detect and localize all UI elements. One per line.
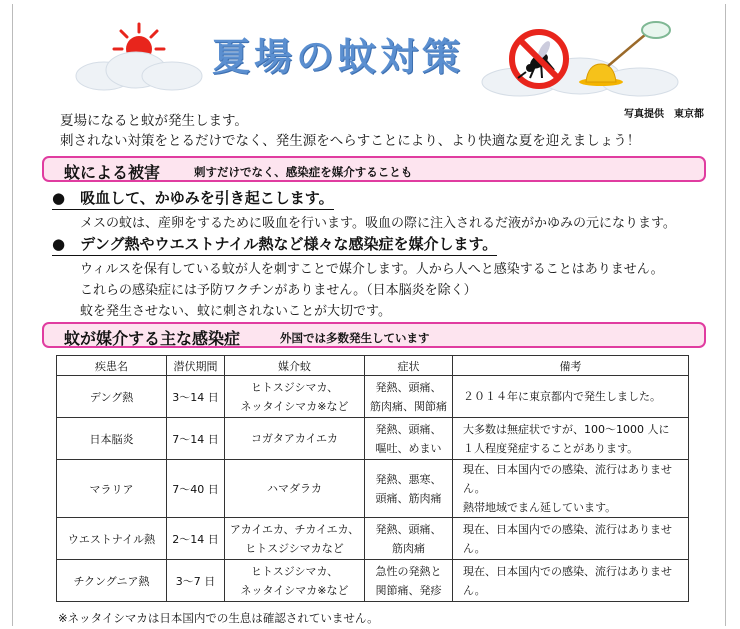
header-vector: 媒介蚊 [225,356,365,376]
cell-notes [453,560,689,602]
cell-vector-line: ヒトスジシマカ、 [250,380,339,394]
cell-incubation: 3〜7 日 [167,560,225,602]
cell-vector [225,518,365,560]
cell-symptoms-line: 発熱、悪寒、 [375,472,442,486]
header-notes: 備考 [453,356,689,376]
bullet-text: 蚊を発生させない、蚊に刺されないことが大切です。 [80,304,391,319]
cell-symptoms-line: 発熱、頭痛、 [375,522,442,536]
disease-table [56,355,689,602]
section-subheading: 外国では多数発生しています [280,331,430,345]
cell-symptoms [365,518,453,560]
cell-notes [453,460,689,518]
bullet-text: ウィルスを保有している蚊が人を刺すことで媒介します。人から人へと感染することはありません。 [80,262,664,277]
cell-symptoms [365,560,453,602]
cell-disease-name: ウエストナイル熱 [57,518,167,560]
no-mosquito-icon [508,28,570,90]
table-row [57,376,689,418]
cell-symptoms [365,376,453,418]
cell-notes-line: ２０１４年に東京都内で発生しました。 [463,390,661,403]
cell-notes-line: １人程度発症することがあります。 [463,441,639,455]
cell-symptoms-line: 筋肉痛、関節痛 [370,399,447,413]
cell-disease-name: マラリア [57,460,167,518]
cell-vector-line: コガタアカイエカ [250,432,339,445]
cell-vector-line: ヒトスジシマカなど [245,541,344,555]
section-band-damage [42,156,706,182]
header-incubation: 潜伏期間 [167,356,225,376]
cell-symptoms-line: 発熱、頭痛、 [375,380,442,394]
section-subheading: 刺すだけでなく、感染症を媒介することも [194,165,413,179]
header-disease: 疾患名 [57,356,167,376]
cell-vector [225,418,365,460]
cell-incubation: 2〜14 日 [167,518,225,560]
bullet-heading-itch: ● 吸血して、かゆみを引き起こします。 [52,187,334,210]
cell-notes-line: 現在、日本国内での感染、流行はありません。 [463,463,672,495]
cell-notes-line: 熱帯地域でまん延しています。 [463,501,617,514]
intro-line-1: 夏場になると蚊が発生します。 [60,113,248,129]
cell-notes-line: 大多数は無症状ですが、100〜1000 人に [463,422,670,436]
cell-notes-line: 現在、日本国内での感染、流行はありません。 [463,564,672,597]
table-body [57,376,689,602]
cell-notes [453,518,689,560]
cell-notes-line: 現在、日本国内での感染、流行はありません。 [463,522,672,555]
bullet-text: これらの感染症には予防ワクチンがありません。（日本脳炎を除く） [80,283,477,298]
photo-credit: 写真提供 東京都 [624,109,704,120]
footnote: ※ネッタイシマカは日本国内での生息は確認されていません。 [58,611,379,625]
bullet-heading-disease: ● デング熱やウエストナイル熱など様々な感染症を媒介します。 [52,233,497,256]
cell-vector-line: ヒトスジシマカ、 [250,564,339,578]
cell-incubation: 3〜14 日 [167,376,225,418]
cell-symptoms-line: 発熱、頭痛、 [375,422,442,436]
section-heading: 蚊が媒介する主な感染症 [64,329,241,348]
cell-vector-line: アカイエカ、チカイエカ、 [229,522,360,536]
cell-vector-line: ハマダラカ [267,482,322,495]
table-row [57,460,689,518]
insect-net-icon [606,20,672,68]
table-row [57,418,689,460]
cell-disease-name: 日本脳炎 [57,418,167,460]
cell-symptoms [365,460,453,518]
cell-symptoms-line: 頭痛、筋肉痛 [375,491,442,505]
table-header-row [57,356,689,376]
cell-vector [225,376,365,418]
cell-symptoms-line: 関節痛、発疹 [375,583,442,597]
cell-disease-name: デング熱 [57,376,167,418]
page-title: 夏場の蚊対策 [212,35,465,79]
table-row [57,518,689,560]
intro-line-2: 刺されない対策をとるだけでなく、発生源をへらすことにより、より快適な夏を迎えましょう！ [60,133,641,149]
cell-vector [225,460,365,518]
cell-vector-line: ネッタイシマカ※など [240,583,349,597]
cell-incubation: 7〜14 日 [167,418,225,460]
cell-symptoms [365,418,453,460]
bullet-text: メスの蚊は、産卵をするために吸血を行います。吸血の際に注入されるだ液がかゆみの元になります。 [80,216,676,231]
cell-vector [225,560,365,602]
cell-symptoms-line: 急性の発熱と [375,564,442,578]
cloud-left-icon [74,48,204,92]
cell-vector-line: ネッタイシマカ※など [240,399,349,413]
cell-symptoms-line: 筋肉痛 [392,541,425,555]
cell-symptoms-line: 嘔吐、めまい [375,441,442,455]
cell-disease-name: チクングニア熱 [57,560,167,602]
section-heading: 蚊による被害 [64,163,161,182]
cell-notes [453,418,689,460]
table-row [57,560,689,602]
cell-notes [453,376,689,418]
cell-incubation: 7〜40 日 [167,460,225,518]
section-band-diseases [42,322,706,348]
header-symptoms: 症状 [365,356,453,376]
